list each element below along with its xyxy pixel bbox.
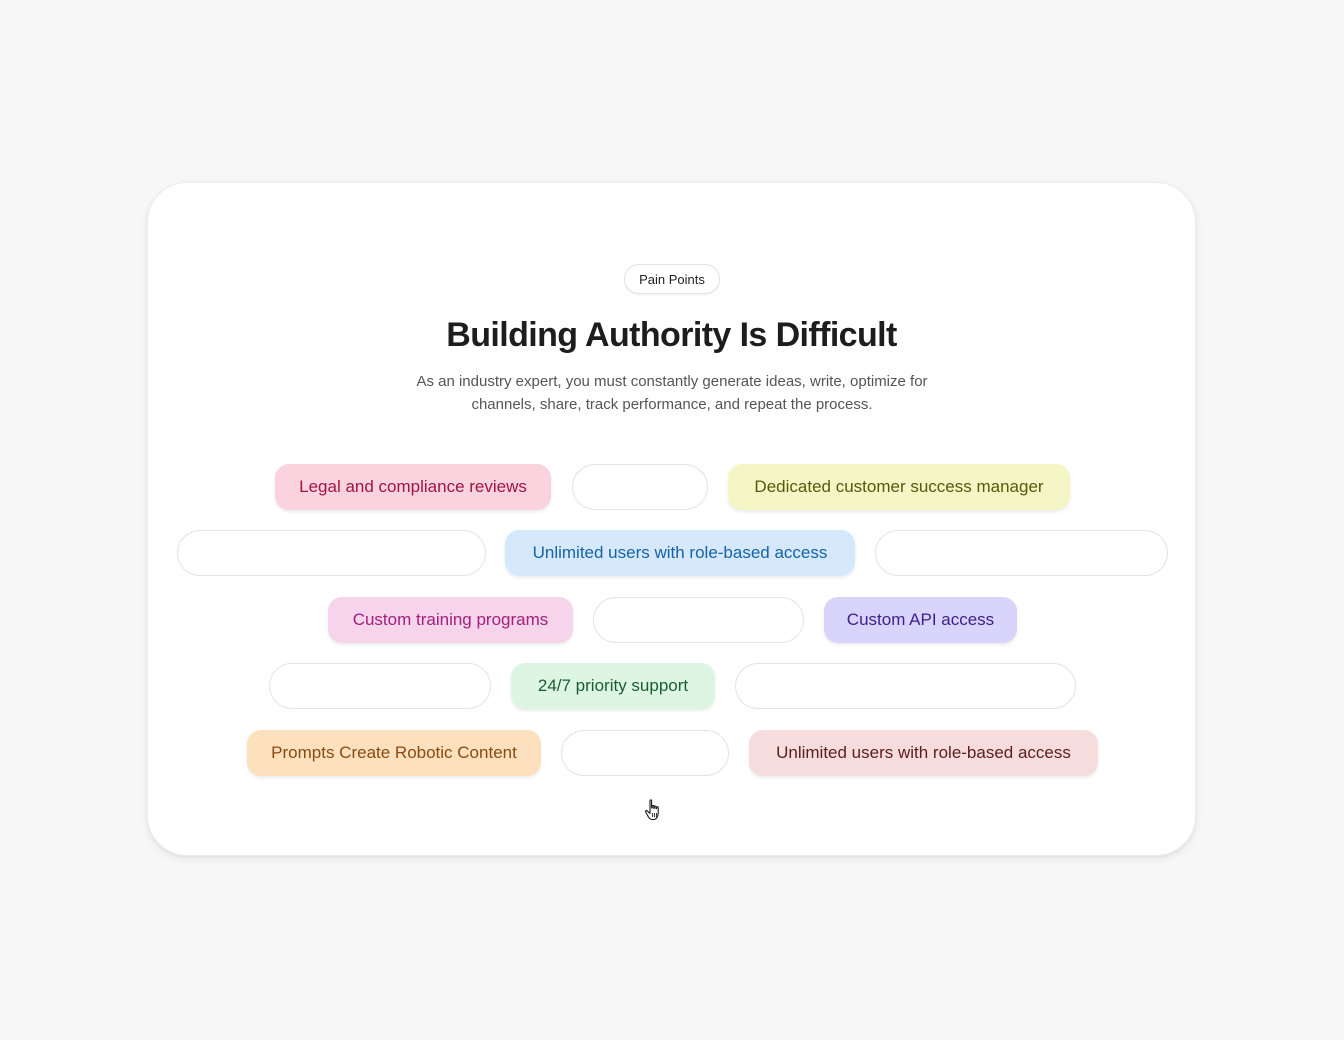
pill-label: Unlimited users with role-based access [532,543,828,562]
pill-label: Prompts Create Robotic Content [271,743,517,762]
pill-label: 24/7 priority support [537,676,689,695]
empty-pill [735,663,1076,709]
empty-pill [593,597,804,643]
pill-robotic-content[interactable] [247,730,541,776]
pill-unlimited-users[interactable] [505,530,855,576]
empty-pill [561,730,729,776]
pill-customer-success[interactable] [728,464,1070,510]
pill-priority-support[interactable] [511,663,715,709]
empty-pill [177,530,486,576]
pain-points-card [147,182,1196,856]
pill-label: Legal and compliance reviews [299,477,527,496]
section-subtitle [372,370,972,416]
empty-pill [875,530,1168,576]
pill-unlimited-users-2[interactable] [749,730,1098,776]
subtitle-line-2: channels, share, track performance, and repeat the process. [471,396,873,413]
pill-custom-training[interactable] [328,597,573,643]
pain-points-badge: Pain Points [624,264,720,294]
hand-pointer-icon [644,799,664,821]
subtitle-line-1: As an industry expert, you must constantly generate ideas, write, optimize for [416,373,928,390]
empty-pill [572,464,708,510]
pill-label: Unlimited users with role-based access [776,743,1071,762]
pill-label: Dedicated customer success manager [754,477,1044,496]
pill-label: Custom training programs [352,610,549,629]
pill-label: Custom API access [846,610,995,629]
empty-pill [269,663,491,709]
pill-legal-compliance[interactable] [275,464,551,510]
pill-custom-api[interactable] [824,597,1017,643]
section-title: Building Authority Is Difficult [446,316,897,354]
